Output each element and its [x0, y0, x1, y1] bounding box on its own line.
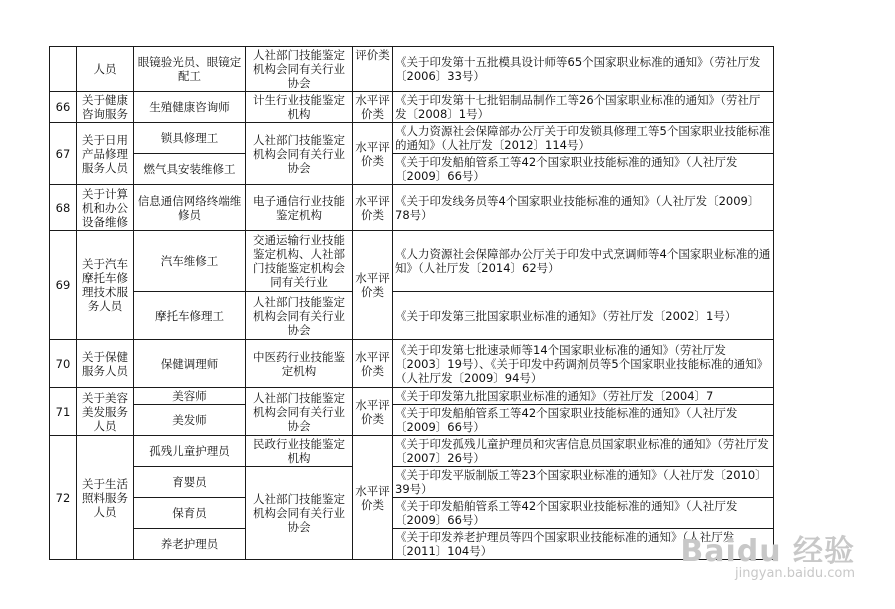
occupation-cell: 燃气具安装维修工 [134, 154, 246, 185]
watermark-brand: Baidu 经验 [680, 534, 855, 569]
row-number: 66 [50, 92, 77, 123]
category-cell: 关于生活照料服务人员 [77, 436, 134, 560]
org-cell: 交通运输行业技能鉴定机构、人社部门技能鉴定机构会同有关行业 [246, 231, 353, 292]
org-cell: 人社部门技能鉴定机构会同有关行业协会 [246, 123, 353, 185]
occupation-cell: 育婴员 [134, 467, 246, 498]
org-cell: 中医药行业技能鉴定机构 [246, 340, 353, 388]
table-row [50, 292, 774, 340]
org-cell: 人社部门技能鉴定机构会同有关行业协会 [246, 388, 353, 436]
org-cell: 人社部门技能鉴定机构会同有关行业协会 [246, 47, 353, 92]
row-number: 68 [50, 185, 77, 231]
occupation-cell: 美发师 [134, 405, 246, 436]
document-cell: 《关于印发养老护理员等四个国家职业技能标准的通知》（人社厅发〔2011〕104号） [393, 529, 774, 560]
type-cell: 水平评价类 [353, 231, 393, 340]
row-number: 67 [50, 123, 77, 185]
category-cell: 人员 [77, 47, 134, 92]
occupation-cell: 生殖健康咨询师 [134, 92, 246, 123]
org-cell: 电子通信行业技能鉴定机构 [246, 185, 353, 231]
row-number [50, 47, 77, 92]
category-cell: 关于保健服务人员 [77, 340, 134, 388]
occupation-cell: 保健调理师 [134, 340, 246, 388]
document-cell: 《关于印发第十七批铝制品制作工等26个国家职业标准的通知》（劳社厅发〔2008〕1号） [393, 92, 774, 123]
category-cell: 关于美容美发服务人员 [77, 388, 134, 436]
table-row [50, 123, 774, 154]
type-cell: 水平评价类 [353, 123, 393, 185]
table-row [50, 498, 774, 529]
occupation-cell: 美容师 [134, 388, 246, 405]
org-cell: 人社部门技能鉴定机构会同有关行业协会 [246, 467, 353, 560]
document-cell: 《关于印发孤残儿童护理员和灾害信息员国家职业标准的通知》（劳社厅发〔2007〕26号） [393, 436, 774, 467]
org-cell: 民政行业技能鉴定机构 [246, 436, 353, 467]
row-number: 70 [50, 340, 77, 388]
occupation-cell: 养老护理员 [134, 529, 246, 560]
table-row [50, 231, 774, 292]
category-cell: 关于日用产品修理服务人员 [77, 123, 134, 185]
document-cell: 《人力资源社会保障部办公厅关于印发锁具修理工等5个国家职业技能标准的通知》（人社厅发〔2012〕114号） [393, 123, 774, 154]
document-cell: 《人力资源社会保障部办公厅关于印发中式烹调师等4个国家职业标准的通知》（人社厅发〔2014〕62号） [393, 231, 774, 292]
type-cell: 水平评价类 [353, 185, 393, 231]
table-row [50, 436, 774, 467]
document-cell: 《关于印发第十五批模具设计师等65个国家职业标准的通知》（劳社厅发〔2006〕33号） [393, 47, 774, 92]
type-cell: 水平评价类 [353, 92, 393, 123]
row-number: 71 [50, 388, 77, 436]
org-cell: 计生行业技能鉴定机构 [246, 92, 353, 123]
document-cell: 《关于印发第九批国家职业标准的通知》（劳社厅发〔2004〕7 [393, 388, 774, 405]
table-row [50, 154, 774, 185]
table-row [50, 47, 774, 92]
table-row [50, 92, 774, 123]
occupation-cell: 眼镜验光员、眼镜定配工 [134, 47, 246, 92]
document-cell: 《关于印发船舶管系工等42个国家职业技能标准的通知》（人社厅发〔2009〕66号） [393, 498, 774, 529]
occupation-cell: 摩托车修理工 [134, 292, 246, 340]
occupation-cell: 锁具修理工 [134, 123, 246, 154]
document-cell: 《关于印发第三批国家职业标准的通知》（劳社厅发〔2002〕1号） [393, 292, 774, 340]
occupation-cell: 信息通信网络终端维修员 [134, 185, 246, 231]
document-cell: 《关于印发第七批速录师等14个国家职业标准的通知》（劳社厅发〔2003〕19号）、《关于印发中药调剂员等5个国家职业技能标准的通知》（人社厅发〔2009〕94号） [393, 340, 774, 388]
occupation-cell: 汽车维修工 [134, 231, 246, 292]
row-number: 69 [50, 231, 77, 340]
occupation-cell: 孤残儿童护理员 [134, 436, 246, 467]
table-row [50, 185, 774, 231]
table-row [50, 467, 774, 498]
type-cell: 评价类 [353, 47, 393, 92]
document-cell: 《关于印发平版制版工等23个国家职业标准的通知》（人社厅发〔2010〕39号） [393, 467, 774, 498]
category-cell: 关于计算机和办公设备维修 [77, 185, 134, 231]
occupation-cell: 保育员 [134, 498, 246, 529]
type-cell: 水平评价类 [353, 436, 393, 560]
document-cell: 《关于印发船舶管系工等42个国家职业技能标准的通知》（人社厅发〔2009〕66号） [393, 154, 774, 185]
org-cell: 人社部门技能鉴定机构会同有关行业协会 [246, 292, 353, 340]
baidu-jingyan-watermark [680, 526, 855, 581]
table-row [50, 388, 774, 405]
type-cell: 水平评价类 [353, 340, 393, 388]
document-cell: 《关于印发线务员等4个国家职业技能标准的通知》（人社厅发〔2009〕78号） [393, 185, 774, 231]
category-cell: 关于汽车摩托车修理技术服务人员 [77, 231, 134, 340]
category-cell: 关于健康咨询服务 [77, 92, 134, 123]
watermark-url: jingyan.baidu.com [735, 566, 855, 581]
occupation-standards-table [49, 46, 774, 560]
document-cell: 《关于印发船舶管系工等42个国家职业技能标准的通知》（人社厅发〔2009〕66号） [393, 405, 774, 436]
table-row [50, 529, 774, 560]
table-row [50, 405, 774, 436]
table-row [50, 340, 774, 388]
type-cell: 水平评价类 [353, 388, 393, 436]
row-number: 72 [50, 436, 77, 560]
